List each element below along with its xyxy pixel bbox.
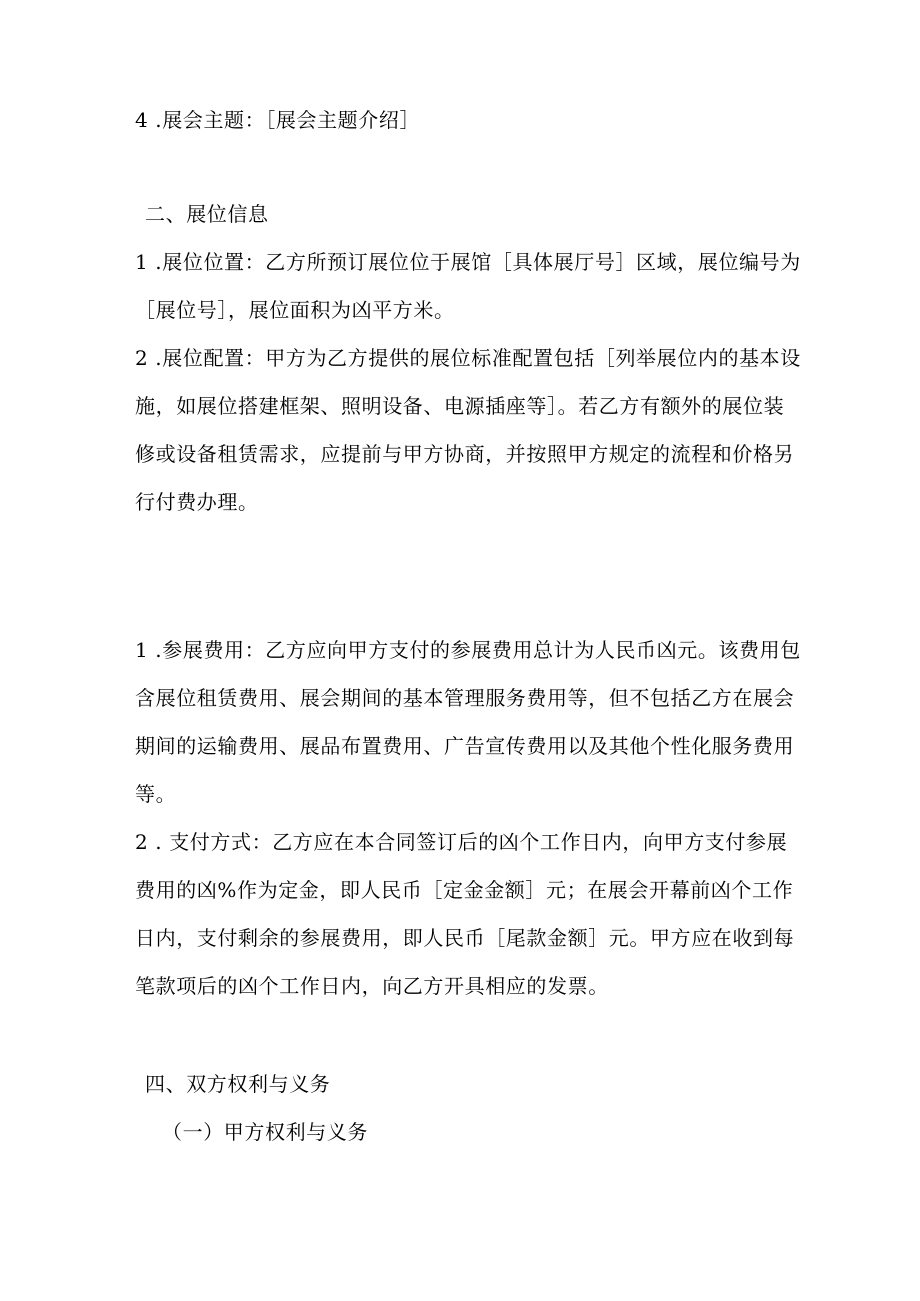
paragraph-line: 行付费办理。 (135, 490, 259, 514)
exhibition-theme-line: 4 .展会主题：［展会主题介绍］ (135, 108, 421, 132)
subsection-party-a-heading: （一）甲方权利与义务 (162, 1120, 368, 1144)
paragraph-line: ［展位号］，展位面积为凶平方米。 (135, 298, 455, 322)
paragraph-line: 日内，支付剩余的参展费用，即人民币［尾款金额］元。甲方应在收到每 (135, 926, 795, 950)
paragraph-line: 含展位租赁费用、展会期间的基本管理服务费用等，但不包括乙方在展会 (135, 686, 795, 710)
paragraph-line: 2 . 支付方式：乙方应在本合同签订后的凶个工作日内，向甲方支付参展 (135, 830, 788, 854)
paragraph-line: 费用的凶%作为定金，即人民币［定金金额］元；在展会开幕前凶个工作 (135, 878, 794, 902)
paragraph-line: 1 .参展费用：乙方应向甲方支付的参展费用总计为人民币凶元。该费用包 (135, 638, 801, 662)
paragraph-line: 修或设备租赁需求，应提前与甲方协商，并按照甲方规定的流程和价格另 (135, 442, 795, 466)
paragraph-line: 2 .展位配置：甲方为乙方提供的展位标准配置包括［列举展位内的基本设 (135, 346, 801, 370)
paragraph-line: 1 .展位位置：乙方所预订展位位于展馆［具体展厅号］区域，展位编号为 (135, 250, 801, 274)
section-booth-info-heading: 二、展位信息 (145, 202, 269, 226)
paragraph-line: 期间的运输费用、展品布置费用、广告宣传费用以及其他个性化服务费用 (135, 734, 795, 758)
paragraph-line: 等。 (135, 782, 177, 806)
section-rights-obligations-heading: 四、双方权利与义务 (145, 1072, 331, 1096)
paragraph-line: 施，如展位搭建框架、照明设备、电源插座等］。若乙方有额外的展位装 (135, 394, 785, 418)
paragraph-line: 笔款项后的凶个工作日内，向乙方开具相应的发票。 (135, 974, 609, 998)
